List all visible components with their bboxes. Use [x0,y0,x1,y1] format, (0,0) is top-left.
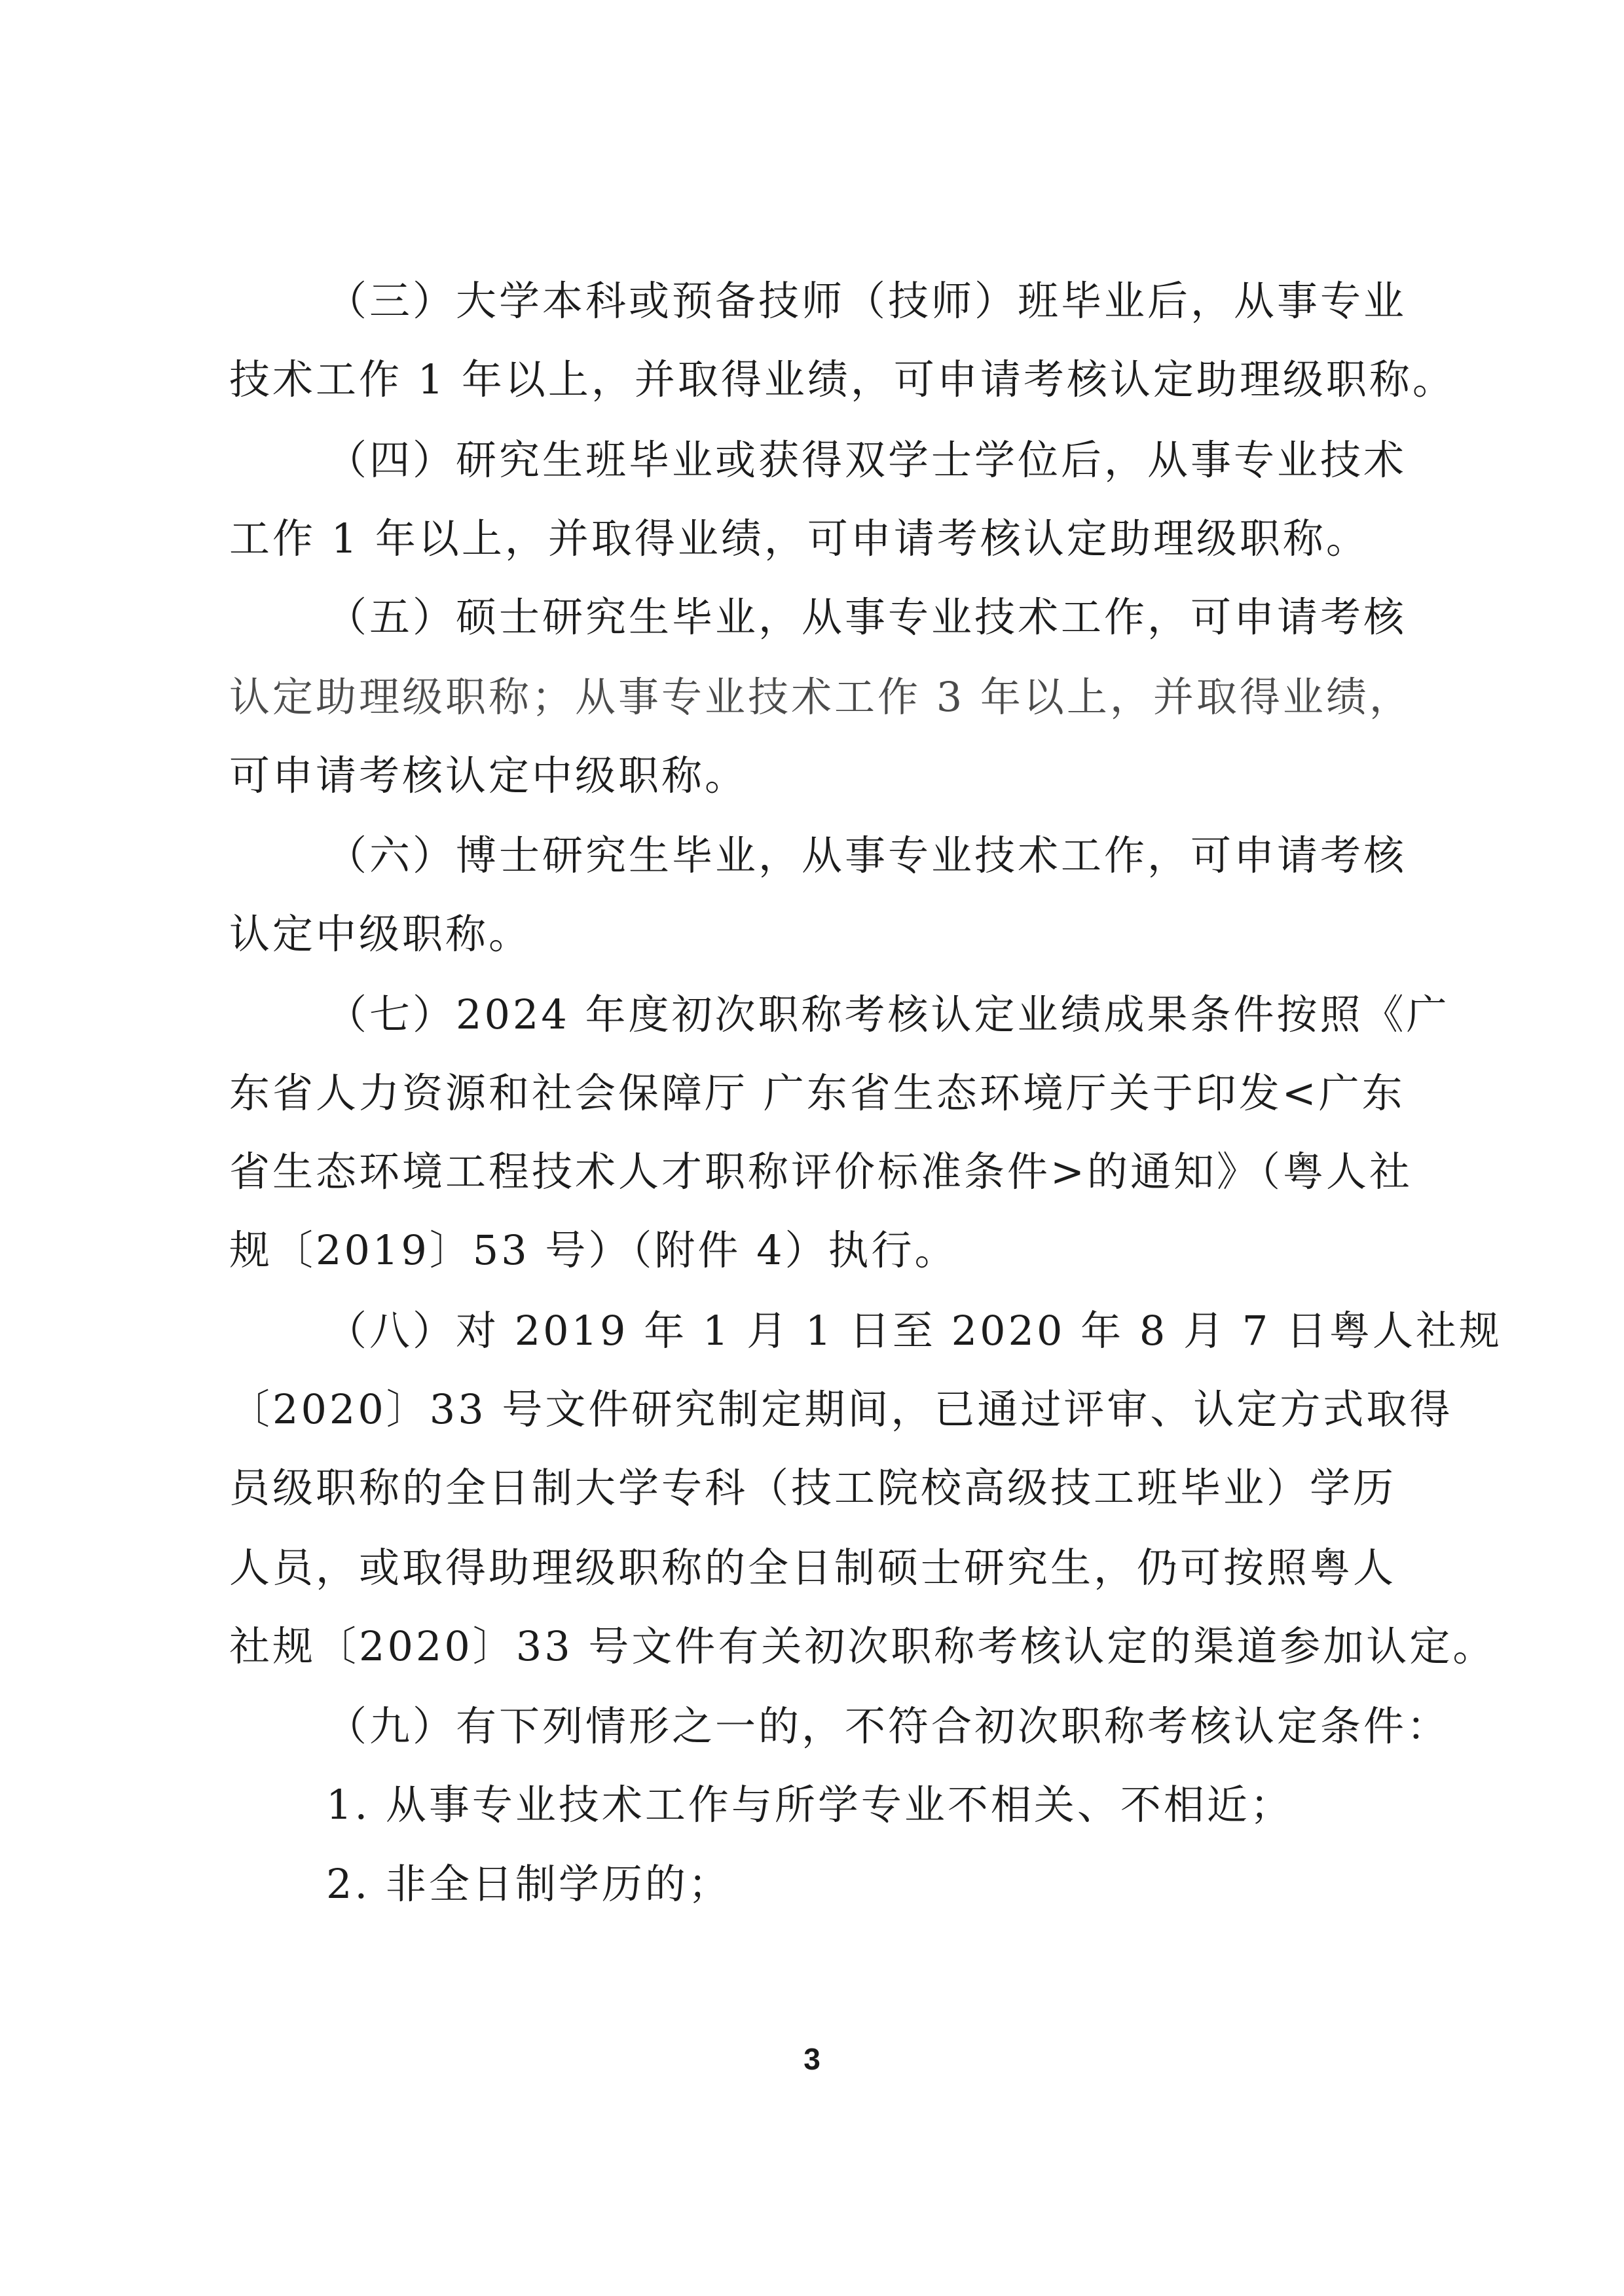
paragraph-7-line-3: 省生态环境工程技术人才职称评价标准条件>的通知》（粤人社 [229,1148,1412,1195]
paragraph-3-line-2: 技术工作 1 年以上，并取得业绩，可申请考核认定助理级职称。 [229,355,1456,403]
paragraph-7-line-2: 东省人力资源和社会保障厅 广东省生态环境厅关于印发<广东 [229,1069,1405,1117]
paragraph-4-line-1: （四）研究生班毕业或获得双学士学位后，从事专业技术 [326,436,1407,484]
paragraph-8-line-4: 人员，或取得助理级职称的全日制硕士研究生，仍可按照粤人 [229,1544,1397,1592]
page-number: 3 [803,2042,821,2076]
paragraph-8-line-5: 社规〔2020〕33 号文件有关初次职称考核认定的渠道参加认定。 [229,1622,1496,1670]
paragraph-6-line-2: 认定中级职称。 [229,910,532,958]
paragraph-7-line-1: （七）2024 年度初次职称考核认定业绩成果条件按照《广 [326,991,1450,1038]
paragraph-8-line-3: 员级职称的全日制大学专科（技工院校高级技工班毕业）学历 [229,1464,1397,1512]
paragraph-6-line-1: （六）博士研究生毕业，从事专业技术工作，可申请考核 [326,831,1407,879]
paragraph-8-line-1: （八）对 2019 年 1 月 1 日至 2020 年 8 月 7 日粤人社规 [326,1307,1502,1355]
paragraph-5-line-3: 可申请考核认定中级职称。 [229,752,748,799]
paragraph-5-line-2: 认定助理级职称；从事专业技术工作 3 年以上，并取得业绩， [229,673,1412,721]
list-item-1: 1. 从事专业技术工作与所学专业不相关、不相近； [326,1781,1293,1829]
paragraph-4-line-2: 工作 1 年以上，并取得业绩，可申请考核认定助理级职称。 [229,515,1369,562]
paragraph-9-line-1: （九）有下列情形之一的，不符合初次职称考核认定条件： [326,1702,1450,1750]
paragraph-3-line-1: （三）大学本科或预备技师（技师）班毕业后，从事专业 [326,277,1407,325]
list-item-2: 2. 非全日制学历的； [326,1860,731,1908]
paragraph-8-line-2: 〔2020〕33 号文件研究制定期间，已通过评审、认定方式取得 [229,1385,1453,1433]
paragraph-7-line-4: 规〔2019〕53 号）（附件 4）执行。 [229,1226,958,1274]
paragraph-5-line-1: （五）硕士研究生毕业，从事专业技术工作，可申请考核 [326,593,1407,641]
